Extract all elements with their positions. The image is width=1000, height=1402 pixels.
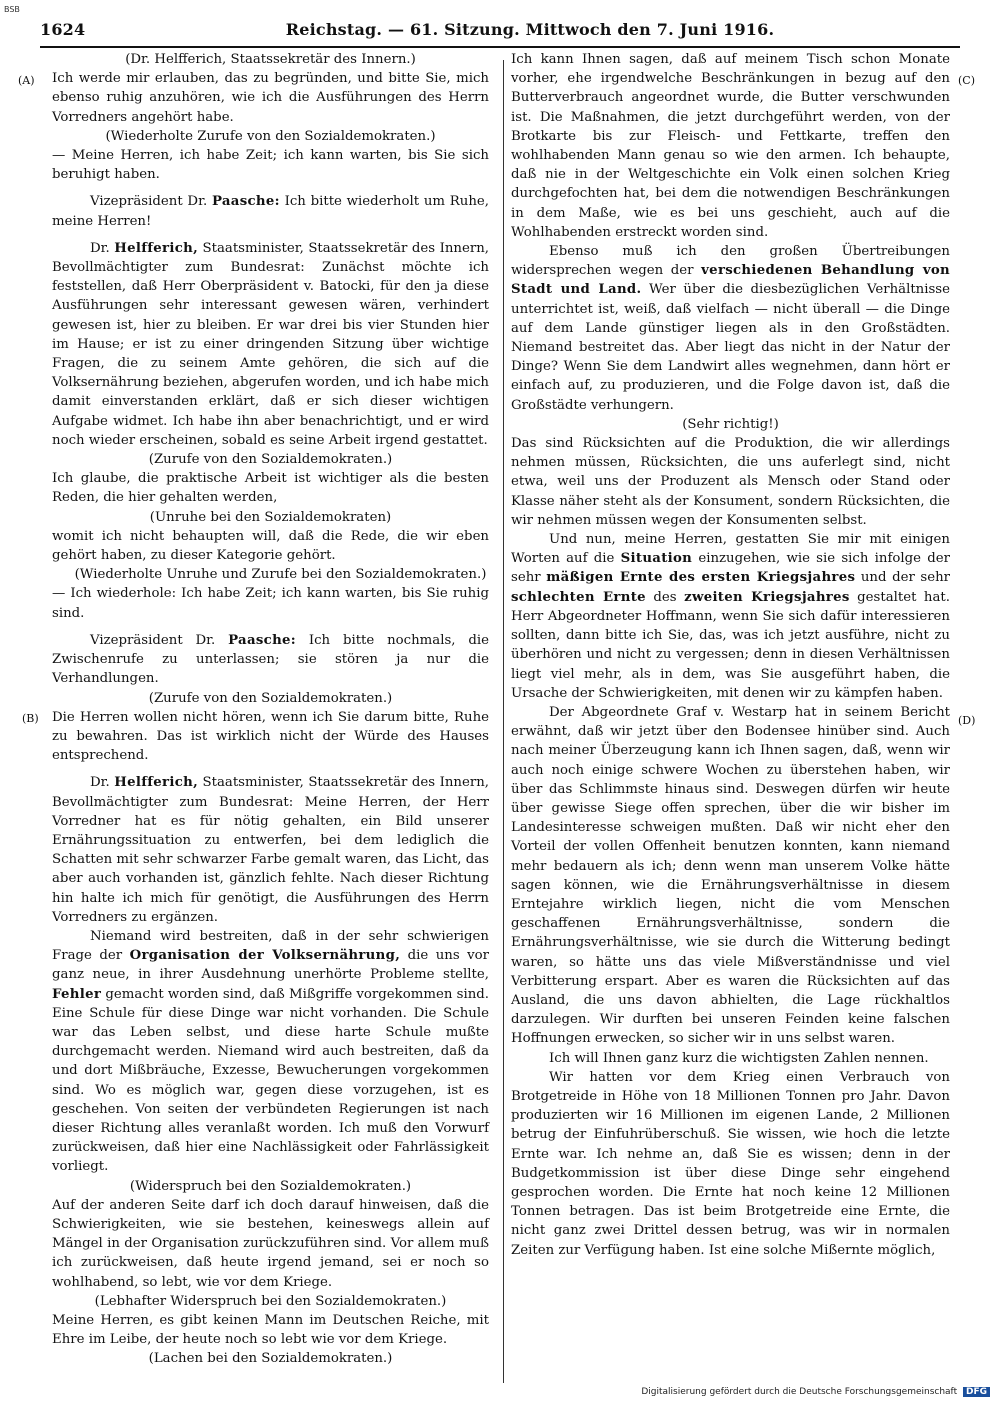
paragraph: — Meine Herren, ich habe Zeit; ich kann warten, bis Sie sich beruhigt haben. [52,148,489,183]
paragraph: Das sind Rücksichten auf die Produktion, die wir allerdings nehmen müssen, Rücksichten, die uns auferlegt sind, nicht etwa, weil uns der Produzent als Mensch oder Stand oder Klasse näher steht als der Konsument, sondern Rücksichten, die wir nehmen müssen wegen der Konsumenten selbst. [511,436,950,528]
text-run: Niemand wird bestreiten, daß in der sehr schwierigen Frage der [52,928,489,964]
speaker-name: Paasche: [211,194,280,210]
left-column [52,50,489,1369]
margin-marker-a: (A) [18,74,35,87]
interjection: (Wiederholte Zurufe von den Sozialdemokraten.) [105,128,436,144]
emphasis: verschiedenen Behandlung von Stadt und Land. [511,263,950,298]
speech-paasche [52,192,489,230]
speaker-name: Paasche: [228,632,297,648]
text-run: des [645,589,685,605]
funding-text: Digitalisierung gefördert durch die Deutsche Forschungsgemeinschaft [641,1387,958,1397]
dfg-logo: DFG [963,1387,990,1397]
text-run: gestaltet hat. Herr Abgeordneter Hoffmann, wenn Sie sich dafür interessieren sollten, dann bitte ich Sie, das, was ich jetzt ausführe, nicht zu überhören und nicht zu vergessen; denn in diesen Verhältnissen liegt viel mehr, als in dem, was Sie ausgeführt haben, die Ursache der Schwierigkeiten, mit denen wir zu kämpfen haben. [511,589,950,701]
interjection: (Zurufe von den Sozialdemokraten.) [148,690,393,706]
paragraph [511,242,950,415]
library-stamp: BSB [4,5,20,14]
paragraph: womit ich nicht behaupten will, daß die Rede, die wir eben gehört haben, zu dieser Kategorie gehört. [52,528,489,564]
right-column [511,50,950,1260]
speaker-prefix: Vizepräsident Dr. [90,194,212,210]
speech-text: Ich bitte wiederholt um Ruhe, meine Herren! [52,194,489,229]
paragraph: — Ich wiederhole: Ich habe Zeit; ich kann warten, bis Sie ruhig sind. [52,586,489,621]
text-run: und der sehr [855,570,951,586]
paragraph: Auf der anderen Seite darf ich doch darauf hinweisen, daß die Schwierigkeiten, wie sie bestehen, keineswegs allein auf Mängel in der Organisation zurückzuführen sind. Vor allem muß ich zurückweisen, daß heute irgend jemand, sei er noch so wohlhabend, so lebt, wie vor dem Kriege. [52,1197,489,1290]
column-divider [503,60,504,1383]
margin-marker-b: (B) [22,712,39,725]
emphasis: Organisation der Volksernährung, [129,948,401,964]
paragraph: Ich glaube, die praktische Arbeit ist wichtiger als die besten Reden, die hier gehalten werden, [52,471,489,506]
speaker-name: Helfferich, [114,240,199,256]
paragraph: Der Abgeordnete Graf v. Westarp hat in seinem Bericht erwähnt, daß wir jetzt über den Bodensee hinüber sind. Auch nach meiner Überzeugung kann ich Ihnen sagen, daß, wenn wir auch noch einige schwere Wochen zu überstehen haben, wir über das Schlimmste hinaus sind. Deswegen dürfen wir heute über gewisse Siege offen sprechen, über die wir bisher im Landesinteresse schweigen mußten. Daß wir nicht eher den Vorteil der vollen Offenheit benutzen konnten, kann niemand mehr bedauern als ich; denn wenn man unserem Volke hätte sagen können, wie die Ernährungsverhältnisse in diesem Erntejahre wirklich liegen, nicht die vom Menschen geschaffenen Ernährungsverhältnisse, sondern die Ernährungsverhältnisse, wie sie durch die Witterung bedingt waren, so hätte uns das viele Mißverständnisse und viel Verbitterung erspart. Aber es waren die Rücksichten auf das Ausland, die uns davon abhielten, die Lage rückhaltlos darzulegen. Wir durften bei unseren Feinden keine falschen Hoffnungen erwecken, so sicher wir in uns selbst waren. [511,704,950,1047]
text-run: Wer über die diesbezüglichen Verhältnisse unterrichtet ist, weiß, daß vielfach — nicht überall — die Dinge auf dem Lande günstiger liegen als in den Großstädten. Niemand bestreitet das. Aber liegt das nicht in der Natur der Dinge? Wenn Sie dem Landwirt alles wegnehmen, dann hört er einfach auf, zu produzieren, und die Folge davon ist, daß die Großstädte verhungern. [511,282,951,413]
emphasis: mäßigen Ernte des ersten Kriegsjahres [546,570,856,586]
paragraph: Meine Herren, es gibt keinen Mann im Deutschen Reiche, mit Ehre im Leibe, der heute noch so lebt wie vor dem Kriege. [52,1313,489,1348]
text-run: gemacht worden sind, daß Mißgriffe vorgekommen sind. Eine Schule für diese Dinge war nicht vorhanden. Die Schule war das Leben selbst, und diese harte Schule mußte durchgemacht werden. Niemand wird auch bestreiten, daß da und dort Mißbräuche, Exzesse, Bewucherungen vorgekommen sind. Wo es möglich war, gegen diese vorzugehen, ist es geschehen. Von seiten der verbündeten Regierungen ist nach dieser Richtung alles veranlaßt worden. Ich muß den Vorwurf zurückweisen, daß hier eine Nachlässigkeit oder Fahrlässigkeit vorliegt. [52,986,489,1175]
paragraph: Wir hatten vor dem Krieg einen Verbrauch von Brotgetreide in Höhe von 18 Millionen Tonnen pro Jahr. Davon produzierten wir 16 Millionen im eigenen Lande, 2 Millionen betrug der Einfuhrüberschuß. Sie wissen, wie hoch die letzte Ernte war. Ich nehme an, daß Sie es wissen; denn in der Budgetkommission ist über diese Dinge sehr eingehend gesprochen worden. Die Ernte hat noch keine 12 Millionen Tonnen betragen. Das ist beim Brotgetreide eine Ernte, die nicht ganz zwei Drittel dessen betrug, was wir in normalen Zeiten zur Verfügung haben. Ist eine solche Mißernte möglich, [511,1069,950,1258]
paragraph [52,927,489,1177]
emphasis: schlechten Ernte [511,589,646,605]
margin-marker-d: (D) [958,714,976,727]
page-header [40,18,960,44]
speaker-name: Helfferich, [114,775,199,791]
text-run: die uns vor ganz neue, in ihrer Ausdehnung unerhörte Probleme stellte, [52,948,490,983]
text-run: einzugehen, wie sie sich infolge der sehr [511,551,950,586]
text-run: Und nun, meine Herren, gestatten Sie mir mit einigen Worten auf die [511,532,950,567]
funding-note [641,1387,990,1397]
speech-helfferich [52,773,489,927]
emphasis: Fehler [52,986,102,1002]
paragraph: Die Herren wollen nicht hören, wenn ich Sie darum bitte, Ruhe zu bewahren. Das ist wirklich nicht der Würde des Hauses entsprechend. [52,709,489,764]
running-title: Reichstag. — 61. Sitzung. Mittwoch den 7. Juni 1916. [285,20,775,39]
interjection: (Lachen bei den Sozialdemokraten.) [148,1351,393,1367]
interjection: (Wiederholte Unruhe und Zurufe bei den Sozialdemokraten.) [74,567,487,583]
interjection: (Lebhafter Widerspruch bei den Sozialdemokraten.) [94,1293,447,1309]
page-number: 1624 [40,20,86,39]
paragraph: Ich will Ihnen ganz kurz die wichtigsten Zahlen nennen. [549,1050,929,1066]
margin-marker-c: (C) [958,74,975,87]
interjection: (Zurufe von den Sozialdemokraten.) [148,452,393,468]
interjection: (Sehr richtig!) [682,416,779,432]
speaker-note: (Dr. Helfferich, Staatssekretär des Innern.) [125,52,416,67]
speech-text: Staatsminister, Staatssekretär des Innern, Bevollmächtigter zum Bundesrat: Zunächst möchte ich feststellen, daß Herr Oberpräsident v. Batocki, für den ja diese Ausführungen sehr interessant gewesen wären, verhindert gewesen ist, hier zu bleiben. Er war drei bis vier Stunden hier im Hause; er ist zu einer dringenden Sitzung über wichtige Fragen, die zu seinem Amte gehören, die sich auf die Volksernährung beziehen, abgerufen worden, und ich habe mich damit einverstanden erklärt, daß er sich dieser wichtigen Aufgabe widmet. Ich habe ihn aber benachrichtigt, und er wird noch wieder erscheinen, sobald es seine Arbeit irgend gestattet. [52,240,489,448]
speech-text: Staatsminister, Staatssekretär des Innern, Bevollmächtigter zum Bundesrat: Meine Herren, der Herr Vorredner hat es für nötig gehalten, ein Bild unserer Ernährungssituation zu entwerfen, bei dem lediglich die Schatten mit sehr schwarzer Farbe gemalt waren, das Licht, das aber auch vorhanden ist, gänzlich fehlte. Nach dieser Richtung hin halte ich mich für genötigt, die Ausführungen des Herrn Vorredners zu ergänzen. [52,775,489,925]
speech-text: Ich bitte nochmals, die Zwischenrufe zu unterlassen; sie stören ja nur die Verhandlungen. [52,632,489,687]
speaker-prefix: Vizepräsident Dr. [90,632,229,648]
interjection: (Unruhe bei den Sozialdemokraten) [149,509,392,525]
emphasis: zweiten Kriegsjahres [684,589,850,605]
speech-paasche [52,631,489,689]
interjection: (Widerspruch bei den Sozialdemokraten.) [129,1178,412,1194]
speaker-prefix: Dr. [90,240,115,256]
emphasis: Situation [620,551,693,567]
speech-helfferich [52,239,489,450]
paragraph: Ich werde mir erlauben, das zu begründen, und bitte Sie, mich ebenso ruhig anzuhören, wie ich die Ausführungen des Herrn Vorredners angehört habe. [52,71,489,125]
paragraph [511,530,950,703]
header-rule [40,46,960,48]
text-run: Ebenso muß ich den großen Übertreibungen widersprechen wegen der [511,244,950,279]
paragraph: Ich kann Ihnen sagen, daß auf meinem Tisch schon Monate vorher, ehe irgendwelche Beschränkungen in bezug auf den Butterverbrauch angeordnet wurde, die Butter verschwunden ist. Die Maßnahmen, die jetzt durchgeführt werden, von der Brotkarte bis zur Fleisch- und Fettkarte, treffen den wohlhabenden Mann genau so wie den armen. Ich behaupte, daß nie in der Weltgeschichte ein Volk einen solchen Krieg durchgefochten hat, bei dem die notwendigen Beschränkungen in dem Maße, wie es bei uns geschieht, auch auf die Wohlhabenden erstreckt worden sind. [511,52,950,240]
speaker-prefix: Dr. [90,775,115,791]
